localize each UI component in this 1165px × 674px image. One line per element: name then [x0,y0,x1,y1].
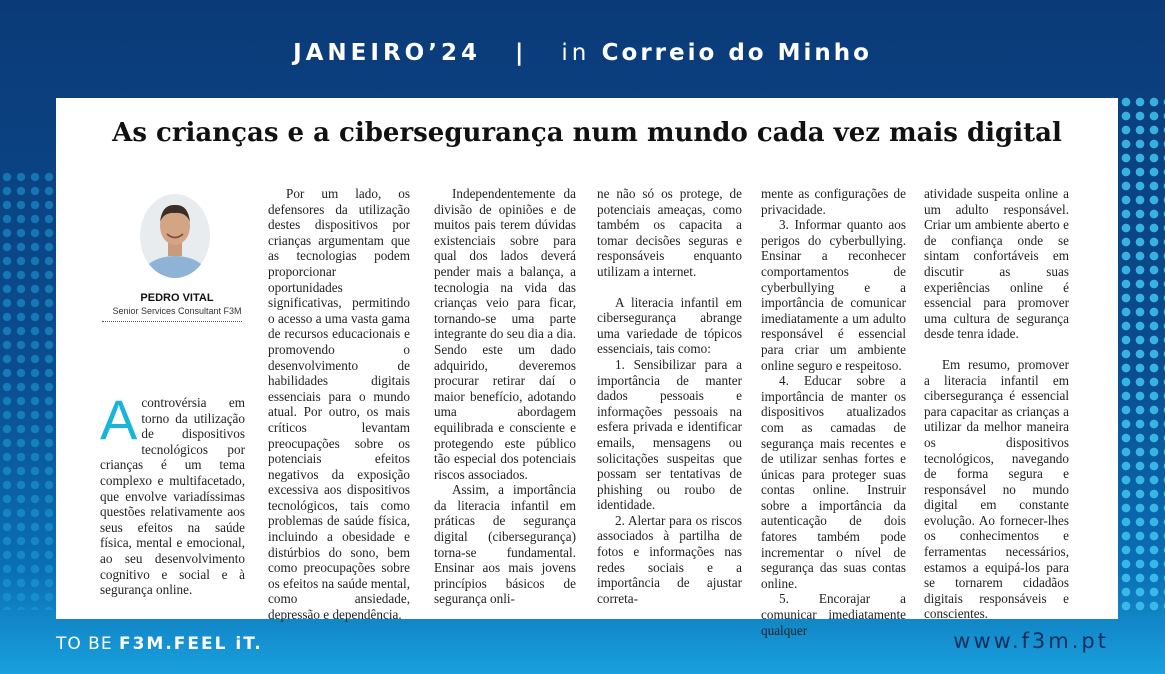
header-date: JANEIRO’24 [293,40,481,66]
article-column-5 [761,186,906,638]
article-paragraph: Independentemente da divisão de opiniões e de muitos pais terem dúvidas existenciais sobre para qual dos lados deverá pender mais a balança, a tecnologia na vida das crianças veio para ficar, tornando-se uma parte integrante do seu dia a dia. Sendo este um dado adquirido, deveremos procurar retirar daí o maior benefício, adotando uma abordagem equilibrada e consciente e protegendo este público tão especial dos potenciais riscos associados. [434,186,576,482]
header-source: Correio do Minho [601,40,872,66]
author-name: PEDRO VITAL [140,292,214,304]
article-paragraph: ne não só os protege, de potenciais ameaças, como também os capacita a tomar decisões seguras e responsáveis enquanto utilizam a internet. [597,186,742,279]
article-list-item: 4. Educar sobre a importância de manter os dispositivos atualizados com as camadas de segurança mais recentes e de utilizar senhas fortes e únicas para proteger suas contas online. Instruir sobre a importância da autenticação de dois fatores também pode incrementar o nível de segurança das suas contas online. [761,373,906,591]
footer-website-link[interactable]: www.f3m.pt [953,629,1109,653]
drop-cap: A [100,388,138,451]
article-column-4 [597,186,742,606]
article-title: As crianças e a cibersegurança num mundo cada vez mais digital [112,118,1062,148]
article-paragraph: A literacia infantil em cibersegurança abrange uma variedade de tópicos essenciais, tais como: [597,294,742,357]
article-list-item: 5. Encorajar a comunicar imediatamente qualquer [761,591,906,638]
article-text: controvérsia em torno da utilização de dispositivos tecnológicos por crianças é um tema complexo e multifacetado, que envolve variadíssimas questões relativamente aos seus efeitos na saúde física, mental e emocional, ao seu desenvolvimento cognitivo e social e à segurança online. [100,395,245,598]
article-list-item: 2. Alertar para os riscos associados à partilha de fotos e informações nas redes sociais e a importância de ajustar correta- [597,512,742,606]
article-list-item: 1. Sensibilizar para a importância de manter dados pessoais e informações pessoais na esfera privada e identificar emails, mensagens ou solicitações suspeitas que possam ser tentativas de phishing ou roubo de identidade. [597,356,742,513]
article-paragraph: Assim, a importância da literacia infantil em práticas de segurança digital (cibersegurança) torna-se fundamental. Ensinar aos mais jovens princípios básicos de segurança onli- [434,482,576,607]
author-role: Senior Services Consultant F3M [112,306,242,316]
article-column-3 [434,186,576,607]
tagline-prefix: TO BE [56,634,113,654]
article-column-1 [100,388,245,598]
article-list-item: 3. Informar quanto aos perigos do cyberbullying. Ensinar a reconhecer comportamentos de cyberbullying e a importância de comunicar imediatamente a um adulto responsável é essencial para criar um ambiente online seguro e respeitoso. [761,217,906,373]
article-paragraph: mente as configurações de privacidade. [761,186,906,217]
article-clipping [56,98,1118,638]
header-separator: | [514,40,528,66]
author-divider [102,321,242,322]
dot-pattern-left [0,170,56,610]
header-in: in [561,40,591,66]
article-paragraph: atividade suspeita online a um adulto responsável. Criar um ambiente aberto e de confiança onde se sintam confortáveis em discutir as suas experiências online é essencial para promover uma cultura de segurança desde tenra idade. [924,186,1069,342]
header-banner [0,40,1165,66]
footer-tagline [56,634,263,654]
article-paragraph: Em resumo, promover a literacia infantil em cibersegurança é essencial para capacitar as crianças a utilizar da melhor maneira os dispositivos tecnológicos, navegando de forma segura e responsável no mundo digital em constante evolução. Ao fornecer-lhes os conhecimentos e ferramentas necessários, estamos a equipá-los para se tornarem cidadãos digitais responsáveis e conscientes. [924,356,1069,622]
tagline-brand: F3M.FEEL iT. [118,634,263,654]
article-column-6 [924,186,1069,622]
article-paragraph: Por um lado, os defensores da utilização destes dispositivos por crianças argumentam que as tecnologias podem proporcionar oportunidades significativas, permitindo o acesso a uma vasta gama de recursos educacionais e promovendo o desenvolvimento de habilidades digitais essenciais para o mundo atual. Por outro, os mais críticos levantam preocupações sobre os potenciais efeitos negativos da exposição excessiva aos dispositivos tecnológicos, tais como problemas de saúde física, incluindo a obesidade e distúrbios do sono, bem como preocupações sobre os efeitos na saúde mental, como ansiedade, depressão e dependência. [268,186,410,623]
author-photo [140,194,210,278]
article-column-2 [268,186,410,623]
